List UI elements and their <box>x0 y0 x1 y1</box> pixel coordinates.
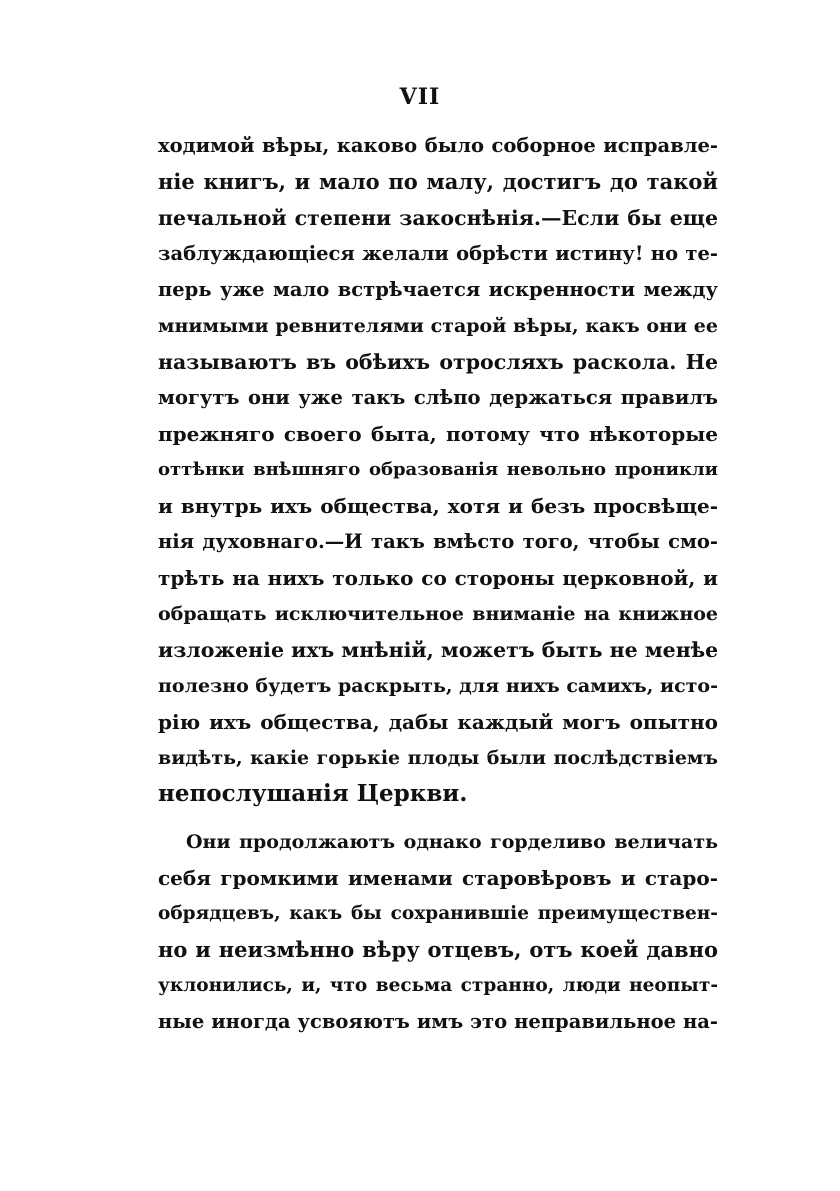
paragraph-2 <box>158 824 718 1040</box>
text-line: мнимыми ревнителями старой вѣры, какъ они ее <box>158 315 718 337</box>
text-line: изложеніе ихъ мнѣній, можетъ быть не менѣе <box>158 638 719 662</box>
text-line: уклонились, и, что весьма странно, люди неопыт- <box>158 975 718 996</box>
page-number: VII <box>399 84 441 110</box>
text-line: нія духовнаго.—И такъ вмѣсто того, чтобы смо- <box>158 530 718 553</box>
text-line: непослушанія Церкви. <box>158 780 468 807</box>
paragraph-1 <box>158 128 718 812</box>
text-line: рію ихъ общества, дабы каждый могъ опытно <box>158 710 718 734</box>
text-line: называютъ въ обѣихъ отросляхъ раскола. Не <box>158 350 718 374</box>
text-line: печальной степени закоснѣнія.—Если бы еще <box>158 206 718 230</box>
text-line: ные иногда усвояютъ имъ это неправильное на- <box>158 1010 718 1033</box>
text-line: ніе книгъ, и мало по малу, достигъ до такой <box>158 169 718 194</box>
text-line: и внутрь ихъ общества, хотя и безъ просвѣще- <box>158 494 718 518</box>
text-line: ходимой вѣры, каково было соборное исправле- <box>158 134 718 157</box>
text-line: оттѣнки внѣшняго образованія невольно проникли <box>158 459 718 480</box>
text-line: но и неизмѣнно вѣру отцевъ, отъ коей давно <box>158 937 718 962</box>
text-line: заблуждающіеся желали обрѣсти истину! но те- <box>158 242 718 265</box>
text-line: видѣть, какіе горькіе плоды были послѣдствіемъ <box>158 747 718 769</box>
text-line: себя громкими именами старовѣровъ и старо- <box>158 866 718 890</box>
text-line: полезно будетъ раскрыть, для нихъ самихъ, исто- <box>158 675 718 697</box>
text-line: перь уже мало встрѣчается искренности между <box>158 278 718 301</box>
text-line: трѣть на нихъ только со стороны церковной, и <box>158 566 718 590</box>
body-text <box>158 128 718 1040</box>
text-line: могутъ они уже такъ слѣпо держаться правилъ <box>158 386 718 409</box>
text-line: Они продолжаютъ однако горделиво величать <box>186 831 718 853</box>
text-line: обрядцевъ, какъ бы сохранившіе преимуществен- <box>158 903 718 924</box>
text-line: обращать исключительное вниманіе на книжное <box>158 603 718 625</box>
text-line: прежняго своего быта, потому что нѣкоторые <box>158 422 718 446</box>
